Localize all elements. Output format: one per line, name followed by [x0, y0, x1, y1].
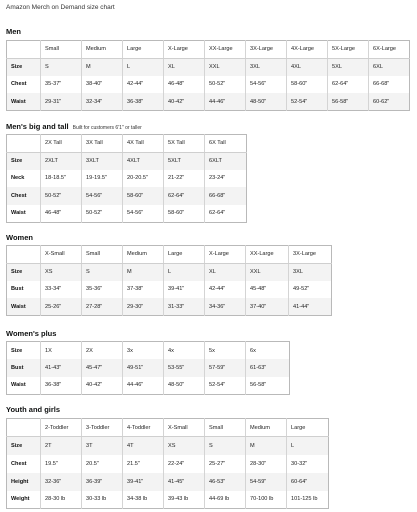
table-cell: 37-40" [246, 298, 289, 316]
section-title-women-s-plus [6, 329, 56, 338]
section-title-men-s-big-and-tall [6, 122, 142, 131]
column-header: 3X-Large [289, 246, 332, 264]
table-cell: 28-30 lb [41, 491, 82, 509]
table-cell: 36-38" [41, 377, 82, 395]
column-header: Small [82, 246, 123, 264]
table-cell: L [164, 263, 205, 281]
column-header: 4X Tall [123, 135, 164, 153]
table-cell: 29-30" [123, 298, 164, 316]
table-cell: 35-36" [82, 281, 123, 299]
table-cell: 27-28" [82, 298, 123, 316]
column-header: X-Small [41, 246, 82, 264]
column-header: 3X Tall [82, 135, 123, 153]
table-row-weight [7, 491, 329, 509]
table-cell: XXL [246, 263, 289, 281]
column-header: 3-Toddler [82, 419, 123, 437]
column-header: 4-Toddler [123, 419, 164, 437]
table-cell: 60-64" [287, 473, 329, 491]
column-header: 5X-Large [328, 41, 369, 59]
table-cell: 22-24" [164, 455, 205, 473]
table-cell: 2T [41, 437, 82, 455]
table-row-waist [7, 205, 247, 223]
table-cell: XL [164, 58, 205, 76]
table-cell: S [205, 437, 246, 455]
row-label: Bust [11, 286, 24, 293]
table-cell: 2XLT [41, 152, 82, 170]
column-header: X-Large [205, 246, 246, 264]
table-cell: 62-64" [328, 76, 369, 94]
table-cell: 31-33" [164, 298, 205, 316]
table-cell: 52-54" [287, 93, 328, 111]
table-cell: 3T [82, 437, 123, 455]
row-label: Size [7, 263, 41, 281]
row-label: Waist [11, 382, 26, 388]
table-cell: 49-51" [123, 359, 164, 377]
table-cell: XS [41, 263, 82, 281]
table-row-neck [7, 170, 247, 188]
table-cell: 42-44" [205, 281, 246, 299]
table-cell: 46-48" [164, 76, 205, 94]
table-row-chest [7, 455, 329, 473]
table-cell: 5x [205, 342, 246, 360]
table-cell: 34-38 lb [123, 491, 164, 509]
row-label: Size [7, 58, 41, 76]
section-title-text: Women's plus [6, 329, 57, 338]
table-cell: 49-52" [289, 281, 332, 299]
section-title-text: Youth and girls [6, 405, 61, 414]
row-label: Size [7, 152, 41, 170]
table-row-size [7, 437, 329, 455]
section-title-men [6, 27, 21, 36]
table-cell: 58-60" [287, 76, 328, 94]
table-cell: 36-38" [123, 93, 164, 111]
table-cell: 3XLT [82, 152, 123, 170]
table-cell: 1X [41, 342, 82, 360]
table-cell: 4T [123, 437, 164, 455]
table-cell: 3XL [246, 58, 287, 76]
column-header: Large [287, 419, 329, 437]
table-cell: 37-38" [123, 281, 164, 299]
section-note: Built for customers 6'1" or taller [72, 125, 142, 131]
table-row-size [7, 58, 410, 76]
row-label: Waist [11, 210, 26, 216]
table-cell: 57-59" [205, 359, 246, 377]
size-table-youth-and-girls [6, 418, 329, 509]
row-label: Chest [11, 81, 27, 88]
table-cell: 44-46" [123, 377, 164, 395]
column-header: 3X-Large [246, 41, 287, 59]
table-cell: 41-43" [41, 359, 82, 377]
table-cell: 50-52" [41, 187, 82, 205]
table-cell: 4XL [287, 58, 328, 76]
table-cell: 45-48" [246, 281, 289, 299]
table-row-chest [7, 187, 247, 205]
table-cell: 39-41" [123, 473, 164, 491]
corner-cell [7, 135, 41, 153]
table-cell: 46-53" [205, 473, 246, 491]
corner-cell [7, 419, 41, 437]
table-cell: 6XL [369, 58, 410, 76]
table-cell: 62-64" [164, 187, 205, 205]
table-header-row [7, 419, 329, 437]
table-cell: XS [164, 437, 205, 455]
corner-cell [7, 246, 41, 264]
table-cell: 6x [246, 342, 290, 360]
table-cell: 66-68" [369, 76, 410, 94]
table-cell: 34-36" [205, 298, 246, 316]
table-cell: 44-69 lb [205, 491, 246, 509]
table-cell: 66-68" [205, 187, 247, 205]
column-header: Medium [82, 41, 123, 59]
table-header-row [7, 246, 332, 264]
table-cell: 6XLT [205, 152, 247, 170]
table-cell: 52-54" [205, 377, 246, 395]
table-row-waist [7, 298, 332, 316]
size-table-men [6, 40, 410, 111]
table-cell: S [41, 58, 82, 76]
column-header: Medium [246, 419, 287, 437]
table-cell: 101-125 lb [287, 491, 329, 509]
table-cell: 54-56" [246, 76, 287, 94]
table-cell: 56-58" [246, 377, 290, 395]
table-cell: M [123, 263, 164, 281]
column-header: XX-Large [205, 41, 246, 59]
table-cell: 18-18.5" [41, 170, 82, 188]
table-cell: 58-60" [164, 205, 205, 223]
row-label: Bust [7, 359, 41, 377]
column-header: 5X Tall [164, 135, 205, 153]
table-cell: 21-22" [164, 170, 205, 188]
table-cell: 53-55" [164, 359, 205, 377]
table-cell: 48-50" [164, 377, 205, 395]
table-cell: 44-46" [205, 93, 246, 111]
row-label: Waist [7, 93, 41, 111]
column-header: 6X-Large [369, 41, 410, 59]
table-cell: 21.5" [123, 455, 164, 473]
column-header: X-Large [164, 41, 205, 59]
table-cell: XL [205, 263, 246, 281]
table-cell: 41-45" [164, 473, 205, 491]
row-label: Weight [11, 496, 30, 503]
column-header: XX-Large [246, 246, 289, 264]
table-row-chest [7, 76, 410, 94]
table-row-size [7, 342, 290, 360]
table-cell: 30-33 lb [82, 491, 123, 509]
table-cell: 54-59" [246, 473, 287, 491]
table-cell: 39-41" [164, 281, 205, 299]
table-cell: 5XLT [164, 152, 205, 170]
table-cell: 35-37" [41, 76, 82, 94]
table-row-waist [7, 93, 410, 111]
table-cell: 61-63" [246, 359, 290, 377]
table-row-size [7, 152, 247, 170]
table-cell: XXL [205, 58, 246, 76]
table-cell: 32-36" [41, 473, 82, 491]
table-cell: 3XL [289, 263, 332, 281]
page-title: Amazon Merch on Demand size chart [6, 4, 115, 11]
table-cell: 20.5" [82, 455, 123, 473]
table-cell: 4x [164, 342, 205, 360]
section-title-text: Women [6, 233, 33, 242]
table-cell: 70-100 lb [246, 491, 287, 509]
section-title-youth-and-girls [6, 405, 60, 414]
table-row-bust [7, 281, 332, 299]
table-cell: 25-26" [41, 298, 82, 316]
table-cell: 36-39" [82, 473, 123, 491]
table-cell: L [123, 58, 164, 76]
column-header: X-Small [164, 419, 205, 437]
table-cell: 19-19.5" [82, 170, 123, 188]
table-cell: 19.5" [41, 455, 82, 473]
table-cell: 45-47" [82, 359, 123, 377]
column-header: 6X Tall [205, 135, 247, 153]
table-cell: 54-56" [82, 187, 123, 205]
table-cell: 30-32" [287, 455, 329, 473]
table-cell: S [82, 263, 123, 281]
table-cell: 5XL [328, 58, 369, 76]
table-cell: 2X [82, 342, 123, 360]
table-cell: 40-42" [164, 93, 205, 111]
section-title-text: Men [6, 27, 21, 36]
column-header: Small [205, 419, 246, 437]
table-cell: 54-56" [123, 205, 164, 223]
table-cell: 60-62" [369, 93, 410, 111]
table-cell: 46-48" [41, 205, 82, 223]
table-cell: 33-34" [41, 281, 82, 299]
table-cell: 23-24" [205, 170, 247, 188]
column-header: 2-Toddler [41, 419, 82, 437]
row-label: Waist [7, 298, 41, 316]
row-label: Height [7, 473, 41, 491]
table-cell: 29-31" [41, 93, 82, 111]
column-header: Small [41, 41, 82, 59]
table-cell: 48-50" [246, 93, 287, 111]
table-row-height [7, 473, 329, 491]
column-header: Large [164, 246, 205, 264]
table-cell: 20-20.5" [123, 170, 164, 188]
table-cell: 32-34" [82, 93, 123, 111]
size-table-women [6, 245, 332, 316]
table-cell: M [82, 58, 123, 76]
table-cell: 62-64" [205, 205, 247, 223]
table-row-size [7, 263, 332, 281]
table-cell: 50-52" [205, 76, 246, 94]
table-cell: 50-52" [82, 205, 123, 223]
table-row-waist [7, 377, 290, 395]
row-label: Chest [7, 187, 41, 205]
column-header: Large [123, 41, 164, 59]
table-header-row [7, 41, 410, 59]
row-label: Size [11, 347, 23, 354]
section-title-text: Men's big and tall [6, 122, 69, 131]
table-header-row [7, 135, 247, 153]
row-label: Chest [11, 460, 27, 467]
size-table-women-s-plus [6, 341, 290, 395]
table-cell: 39-43 lb [164, 491, 205, 509]
table-cell: 56-58" [328, 93, 369, 111]
table-cell: 58-60" [123, 187, 164, 205]
table-cell: 4XLT [123, 152, 164, 170]
column-header: Medium [123, 246, 164, 264]
table-cell: 25-27" [205, 455, 246, 473]
size-table-men-s-big-and-tall [6, 134, 247, 223]
corner-cell [7, 41, 41, 59]
table-cell: 28-30" [246, 455, 287, 473]
table-cell: 40-42" [82, 377, 123, 395]
table-cell: M [246, 437, 287, 455]
table-cell: 38-40" [82, 76, 123, 94]
table-cell: 42-44" [123, 76, 164, 94]
table-cell: L [287, 437, 329, 455]
column-header: 2X Tall [41, 135, 82, 153]
section-title-women [6, 233, 33, 242]
column-header: 4X-Large [287, 41, 328, 59]
row-label: Size [7, 437, 41, 455]
table-row-bust [7, 359, 290, 377]
table-cell: 3x [123, 342, 164, 360]
table-cell: 41-44" [289, 298, 332, 316]
row-label: Neck [11, 175, 25, 182]
